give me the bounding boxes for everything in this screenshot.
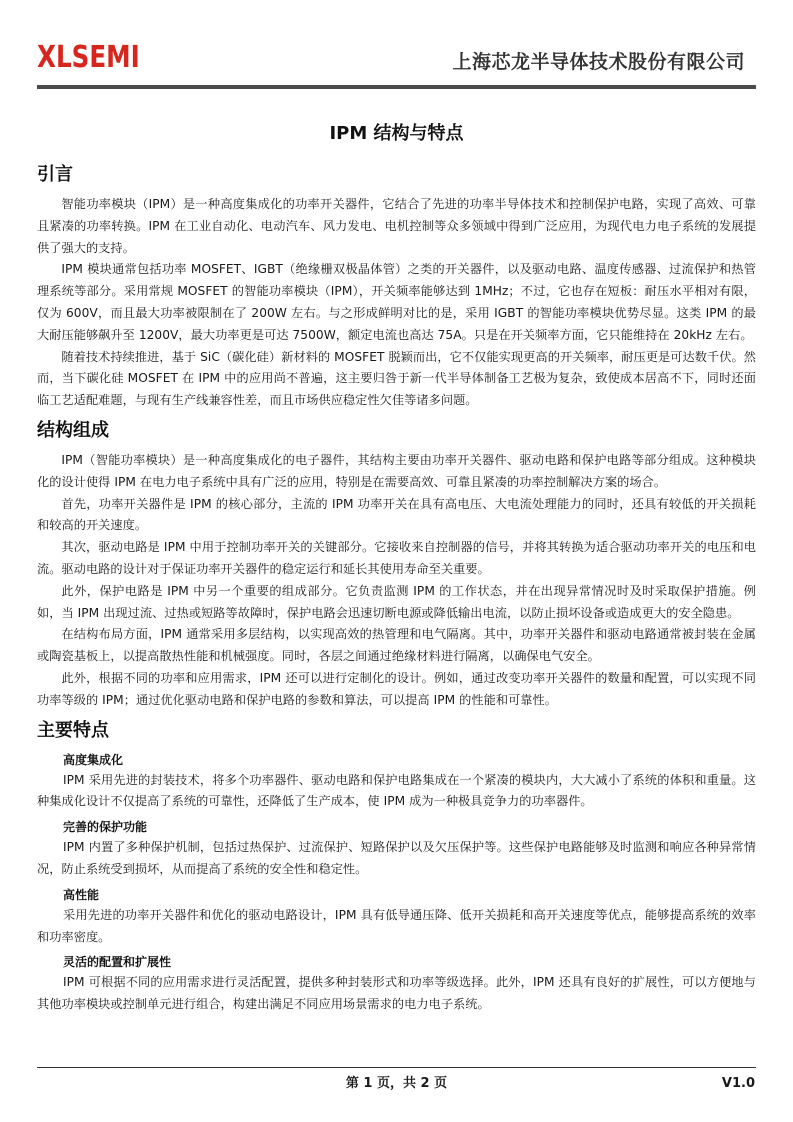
company-logo: XLSEMI <box>37 40 140 75</box>
paragraph: 首先，功率开关器件是 IPM 的核心部分，主流的 IPM 功率开关在具有高电压、大电流处理能力的同时，还具有较低的开关损耗和较高的开关速度。 <box>37 496 756 533</box>
feature-text: IPM 采用先进的封装技术，将多个功率器件、驱动电路和保护电路集成在一个紧凑的模块内，大大减小了系统的体积和重量。这种集成化设计不仅提高了系统的可靠性，还降低了生产成本，使 IPM 成为一种极具竞争力的功率器件。 <box>37 772 756 809</box>
document-body <box>37 162 756 1016</box>
paragraph: 此外，保护电路是 IPM 中另一个重要的组成部分。它负责监测 IPM 的工作状态，并在出现异常情况时及时采取保护措施。例如，当 IPM 出现过流、过热或短路等故障时，保护电路会迅速切断电源或降低输出电流，以防止损坏设备或造成更大的安全隐患。 <box>37 583 756 620</box>
document-title: IPM 结构与特点 <box>329 123 464 144</box>
feature-title: 高性能 <box>63 887 100 902</box>
company-name: 上海芯龙半导体技术股份有限公司 <box>452 51 745 73</box>
feature-list <box>37 750 756 1016</box>
section-heading-structure: 结构组成 <box>37 419 109 441</box>
footer-divider <box>37 1067 756 1068</box>
feature-text: IPM 内置了多种保护机制，包括过热保护、过流保护、短路保护以及欠压保护等。这些保护电路能够及时监测和响应各种异常情况，防止系统受到损坏，从而提高了系统的安全性和稳定性。 <box>37 840 756 876</box>
feature-title: 高度集成化 <box>63 752 124 767</box>
paragraph: 在结构布局方面，IPM 通常采用多层结构，以实现高效的热管理和电气隔离。其中，功率开关器件和驱动电路通常被封装在金属或陶瓷基板上，以提高散热性能和机械强度。同时，各层之间通过绝缘材料进行隔离，以确保电气安全。 <box>37 627 756 664</box>
section-heading-intro: 引言 <box>37 164 73 185</box>
header-divider <box>37 85 756 89</box>
feature-text: 采用先进的功率开关器件和优化的驱动电路设计，IPM 具有低导通压降、低开关损耗和高开关速度等优点，能够提高系统的效率和功率密度。 <box>37 907 756 944</box>
feature-title: 完善的保护功能 <box>63 820 148 835</box>
version-label: V1.0 <box>721 1076 755 1091</box>
paragraph: 智能功率模块（IPM）是一种高度集成化的功率开关器件，它结合了先进的功率半导体技术和控制保护电路，实现了高效、可靠且紧凑的功率转换。IPM 在工业自动化、电动汽车、风力发电、电机控制等众多领域中得到广泛应用，为现代电力电子系统的发展提供了强大的支持。 <box>37 197 756 255</box>
feature-text: IPM 可根据不同的应用需求进行灵活配置，提供多种封装形式和功率等级选择。此外，IPM 还具有良好的扩展性，可以方便地与其他功率模块或控制单元进行组合，构建出满足不同应用场景需求的电力电子系统。 <box>37 975 756 1012</box>
section-heading-features: 主要特点 <box>37 719 109 741</box>
paragraph: 此外，根据不同的功率和应用需求，IPM 还可以进行定制化的设计。例如，通过改变功率开关器件的数量和配置，可以实现不同功率等级的 IPM；通过优化驱动电路和保护电路的参数和算法，可以提高 IPM 的性能和可靠性。 <box>37 670 756 707</box>
paragraph: 随着技术持续推进，基于 SiC（碳化硅）新材料的 MOSFET 脱颖而出，它不仅能实现更高的开关频率，耐压更是可达数千伏。然而，当下碳化硅 MOSFET 在 IPM 中的应用尚不普遍，这主要归咎于新一代半导体制备工艺极为复杂，致使成本居高不下，同时还面临工艺适配难题，与现有生产线兼容性差，而且市场供应稳定性欠佳等诸多问题。 <box>37 349 756 408</box>
paragraph: 其次，驱动电路是 IPM 中用于控制功率开关的关键部分。它接收来自控制器的信号，并将其转换为适合驱动功率开关的电压和电流。驱动电路的设计对于保证功率开关器件的稳定运行和延长其使用寿命至关重要。 <box>37 540 756 576</box>
feature-title: 灵活的配置和扩展性 <box>63 955 172 970</box>
paragraph: IPM 模块通常包括功率 MOSFET、IGBT（绝缘栅双极晶体管）之类的开关器件，以及驱动电路、温度传感器、过流保护和热管理系统等部分。采用常规 MOSFET 的智能功率模块（IPM），开关频率能够达到 1MHz；不过，它也存在短板：耐压水平相对有限，仅为 600V，而且最大功率被限制在了 200W 左右。与之形成鲜明对比的是，采用 IGBT 的智能功率模块优势尽显。这类 IPM 的最大耐压能够飙升至 1200V，最大功率更是可达 7500W，额定电流也高达 75A。只是在开关频率方面，它只能维持在 20kHz 左右。 <box>37 262 756 342</box>
page-number: 第 1 页，共 2 页 <box>345 1076 448 1091</box>
paragraph: IPM（智能功率模块）是一种高度集成化的电子器件，其结构主要由功率开关器件、驱动电路和保护电路等部分组成。这种模块化的设计使得 IPM 在电力电子系统中具有广泛的应用，特别是在需要高效、可靠且紧凑的功率控制解决方案的场合。 <box>37 452 756 489</box>
